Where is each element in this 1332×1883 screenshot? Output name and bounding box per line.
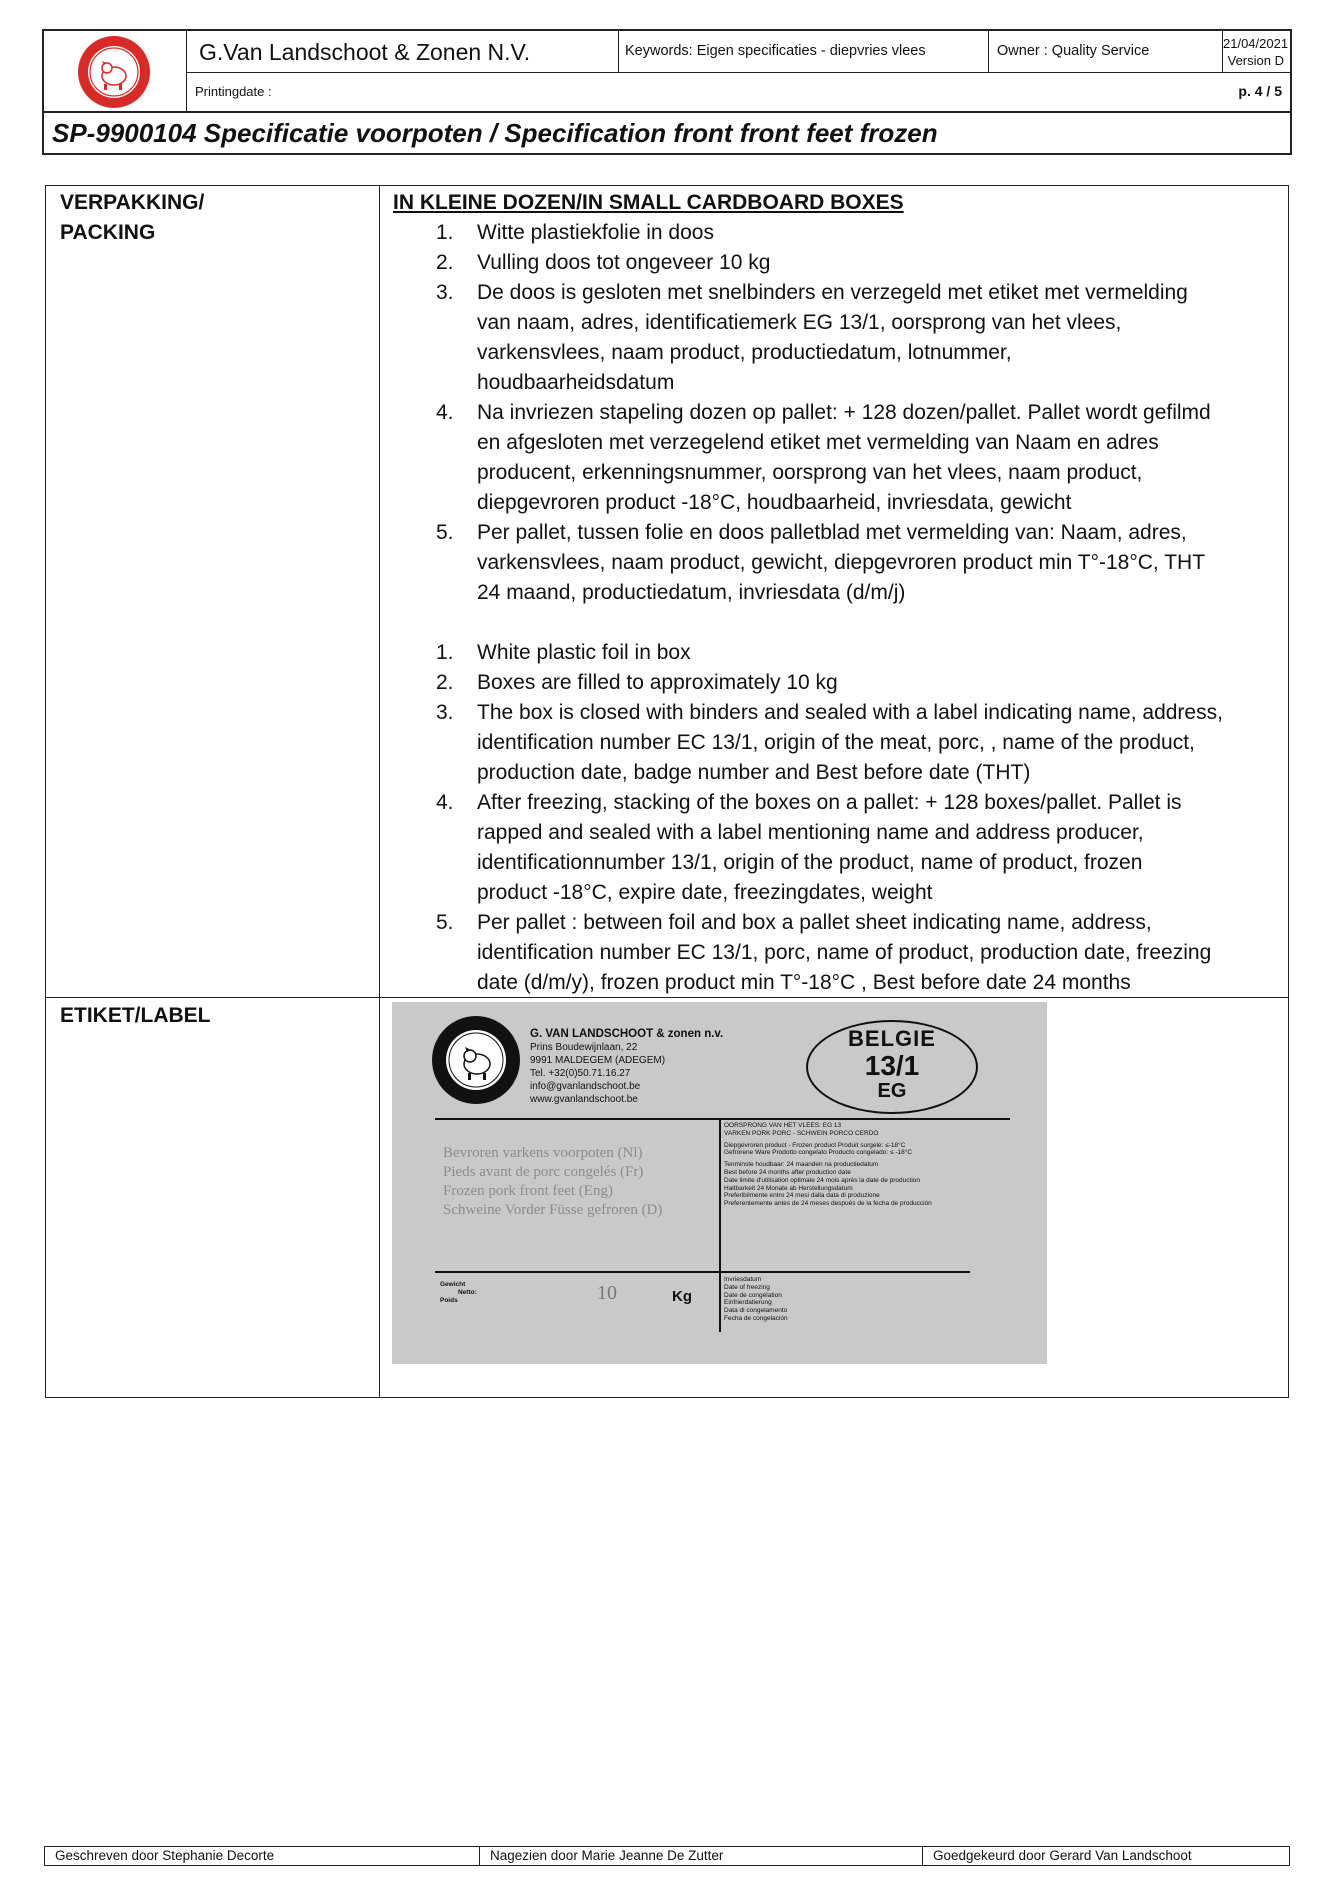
origin-line: Preferibilmente entro 24 mesi dalla data di produzione xyxy=(724,1192,880,1200)
reviewed-by: Nagezien door Marie Jeanne De Zutter xyxy=(479,1847,922,1865)
oval-country: BELGIE xyxy=(848,1026,936,1051)
product-names xyxy=(443,1144,662,1220)
spacer xyxy=(393,608,1283,638)
owner: Owner : Quality Service xyxy=(989,31,1223,73)
freezing-date-line: Invriesdatum xyxy=(724,1276,762,1283)
list-number: 2. xyxy=(436,671,454,694)
list-number: 5. xyxy=(436,911,454,934)
origin-line: Tenminste houdbaar: 24 maanden na productiedatum xyxy=(724,1161,879,1169)
label-fields xyxy=(435,1118,1010,1332)
origin-line: Gefrorene Ware Prodotto congelato Producto congelado: ≤ -18°C xyxy=(724,1149,913,1157)
list-line: van naam, adres, identificatiemerk EG 13/1, oorsprong van het vlees, xyxy=(477,311,1122,334)
approved-by: Goedgekeurd door Gerard Van Landschoot xyxy=(922,1847,1288,1865)
freezing-date-line: Date de congélation xyxy=(724,1291,782,1299)
label-address-line: info@gvanlandschoot.be xyxy=(530,1081,641,1092)
list-item xyxy=(393,518,1283,608)
list-item xyxy=(393,248,1283,278)
packing-label xyxy=(60,188,204,248)
list-line: Vulling doos tot ongeveer 10 kg xyxy=(477,251,771,274)
product-label-image xyxy=(392,1002,1047,1364)
document-header xyxy=(42,29,1292,113)
list-item xyxy=(393,398,1283,518)
list-item xyxy=(393,698,1283,788)
list-line: identification number EC 13/1, porc, name of product, production date, freezing xyxy=(477,941,1212,964)
weight-labels xyxy=(440,1281,477,1305)
label-logo xyxy=(430,1014,522,1106)
dutch-list xyxy=(393,218,1283,608)
list-line: houdbaarheidsdatum xyxy=(477,371,675,394)
english-list xyxy=(393,638,1283,998)
list-line: De doos is gesloten met snelbinders en verzegeld met etiket met vermelding xyxy=(477,281,1188,304)
keywords: Keywords: Eigen specificaties - diepvries vlees xyxy=(619,31,989,73)
list-line: producent, erkenningsnummer, oorsprong van het vlees, naam product, xyxy=(477,461,1143,484)
label-address-line: www.gvanlandschoot.be xyxy=(530,1094,638,1105)
list-item xyxy=(393,218,1283,248)
logo-cell xyxy=(44,31,187,111)
label-company-name: G. VAN LANDSCHOOT & zonen n.v. xyxy=(530,1028,724,1040)
label-rule xyxy=(435,1271,970,1273)
product-name: Schweine Vorder Füsse gefroren (D) xyxy=(443,1202,663,1218)
label-section-label: ETIKET/LABEL xyxy=(60,1004,211,1027)
list-line: diepgevroren product -18°C, houdbaarheid, invriesdata, gewicht xyxy=(477,491,1072,514)
origin-line: Best before 24 months after production date xyxy=(724,1168,851,1176)
list-line: Na invriezen stapeling dozen op pallet: + 128 dozen/pallet. Pallet wordt gefilmd xyxy=(477,401,1211,424)
column-divider xyxy=(379,186,380,1397)
list-line: varkensvlees, naam product, productiedatum, lotnummer, xyxy=(477,341,1012,364)
list-line: identificationnumber 13/1, origin of the product, name of product, frozen xyxy=(477,851,1143,874)
document-version: Version D xyxy=(1227,53,1284,68)
label-address-line: Tel. +32(0)50.71.16.27 xyxy=(530,1068,631,1079)
list-item xyxy=(393,908,1283,998)
origin-line: Date limite d'utilisation optimale 24 mois après la date de production xyxy=(724,1176,920,1184)
packing-label-line: VERPAKKING/ xyxy=(60,191,205,214)
list-line: After freezing, stacking of the boxes on a pallet: + 128 boxes/pallet. Pallet is xyxy=(477,791,1182,814)
list-number: 5. xyxy=(436,521,454,544)
list-item xyxy=(393,788,1283,908)
written-by: Geschreven door Stephanie Decorte xyxy=(55,1848,275,1863)
origin-line: Haltbarkeit 24 Monate ab Herstellungsdatum xyxy=(724,1184,853,1192)
origin-line: Preferentemente antes de 24 meses después de la fecha de producción xyxy=(724,1200,932,1208)
weight-label: Netto: xyxy=(458,1289,477,1296)
product-name: Bevroren varkens voorpoten (Nl) xyxy=(443,1145,643,1161)
product-name: Pieds avant de porc congelés (Fr) xyxy=(443,1164,644,1180)
list-line: The box is closed with binders and sealed with a label indicating name, address, xyxy=(477,701,1223,724)
list-line: identification number EC 13/1, origin of the meat, porc, , name of the product, xyxy=(477,731,1195,754)
list-number: 4. xyxy=(436,791,454,814)
signature-footer xyxy=(44,1846,1290,1866)
label-address xyxy=(530,1028,723,1106)
list-number: 3. xyxy=(436,701,454,724)
list-line: rapped and sealed with a label mentioning name and address producer, xyxy=(477,821,1144,844)
product-name: Frozen pork front feet (Eng) xyxy=(443,1183,613,1199)
origin-line: OORSPRONG VAN HET VLEES: EG 13 xyxy=(724,1122,842,1129)
weight-unit: Kg xyxy=(672,1288,692,1305)
version-cell xyxy=(1223,31,1290,73)
freezing-date-line: Data di congelamento xyxy=(724,1307,788,1315)
freezing-date-line: Date of freezing xyxy=(724,1283,770,1291)
list-number: 1. xyxy=(436,641,454,664)
packing-label-line: PACKING xyxy=(60,221,156,244)
list-line: varkensvlees, naam product, gewicht, diepgevroren product min T°-18°C, THT xyxy=(477,551,1206,574)
list-item xyxy=(393,668,1283,698)
list-line: product -18°C, expire date, freezingdates, weight xyxy=(477,881,933,904)
list-line: White plastic foil in box xyxy=(477,641,691,664)
list-number: 2. xyxy=(436,251,454,274)
list-item xyxy=(393,278,1283,398)
origin-line: VARKEN PORK PORC - SCHWEIN PORCO CERDO xyxy=(724,1129,879,1137)
oval-eg: EG xyxy=(877,1080,907,1102)
label-address-line: Prins Boudewijnlaan, 22 xyxy=(530,1042,638,1053)
approval-oval xyxy=(806,1020,978,1114)
list-line: en afgesloten met verzegelend etiket met vermelding van Naam en adres xyxy=(477,431,1159,454)
list-line: Witte plastiekfolie in doos xyxy=(477,221,714,244)
list-item xyxy=(393,638,1283,668)
document-date: 21/04/2021 xyxy=(1223,36,1289,51)
freezing-date-line: Einfrierdatierung xyxy=(724,1299,772,1307)
list-line: Boxes are filled to approximately 10 kg xyxy=(477,671,838,694)
packing-content xyxy=(393,188,1283,998)
weight-label: Gewicht xyxy=(440,1281,466,1288)
freezing-dates-text xyxy=(724,1276,788,1323)
page-number: p. 4 / 5 xyxy=(1238,83,1282,99)
list-line: Per pallet : between foil and box a pallet sheet indicating name, address, xyxy=(477,911,1152,934)
list-line: production date, badge number and Best before date (THT) xyxy=(477,761,1031,784)
weight-label: Poids xyxy=(440,1297,458,1304)
list-number: 3. xyxy=(436,281,454,304)
company-name: G.Van Landschoot & Zonen N.V. xyxy=(187,31,619,73)
label-rule xyxy=(719,1118,721,1332)
list-number: 1. xyxy=(436,221,454,244)
document-title: SP-9900104 Specificatie voorpoten / Specification front front feet frozen xyxy=(42,113,1292,155)
printing-date: Printingdate : xyxy=(195,84,272,99)
oval-number: 13/1 xyxy=(864,1050,920,1081)
list-line: Per pallet, tussen folie en doos palletblad met vermelding van: Naam, adres, xyxy=(477,521,1187,544)
freezing-date-line: Fecha de congelación xyxy=(724,1314,788,1322)
list-number: 4. xyxy=(436,401,454,424)
origin-line: Diepgevroren product - Frozen product Produit surgelé: ≤-18°C xyxy=(724,1141,906,1149)
list-line: date (d/m/y), frozen product min T°-18°C , Best before date 24 months xyxy=(477,971,1131,994)
specification-table xyxy=(45,185,1289,1398)
origin-text xyxy=(724,1122,969,1208)
list-line: 24 maand, productiedatum, invriesdata (d/m/j) xyxy=(477,581,906,604)
weight-value: 10 xyxy=(597,1282,617,1304)
company-logo xyxy=(64,34,164,110)
label-address-line: 9991 MALDEGEM (ADEGEM) xyxy=(530,1055,666,1066)
packing-heading: IN KLEINE DOZEN/IN SMALL CARDBOARD BOXES xyxy=(393,191,904,214)
label-rule xyxy=(435,1118,1010,1120)
